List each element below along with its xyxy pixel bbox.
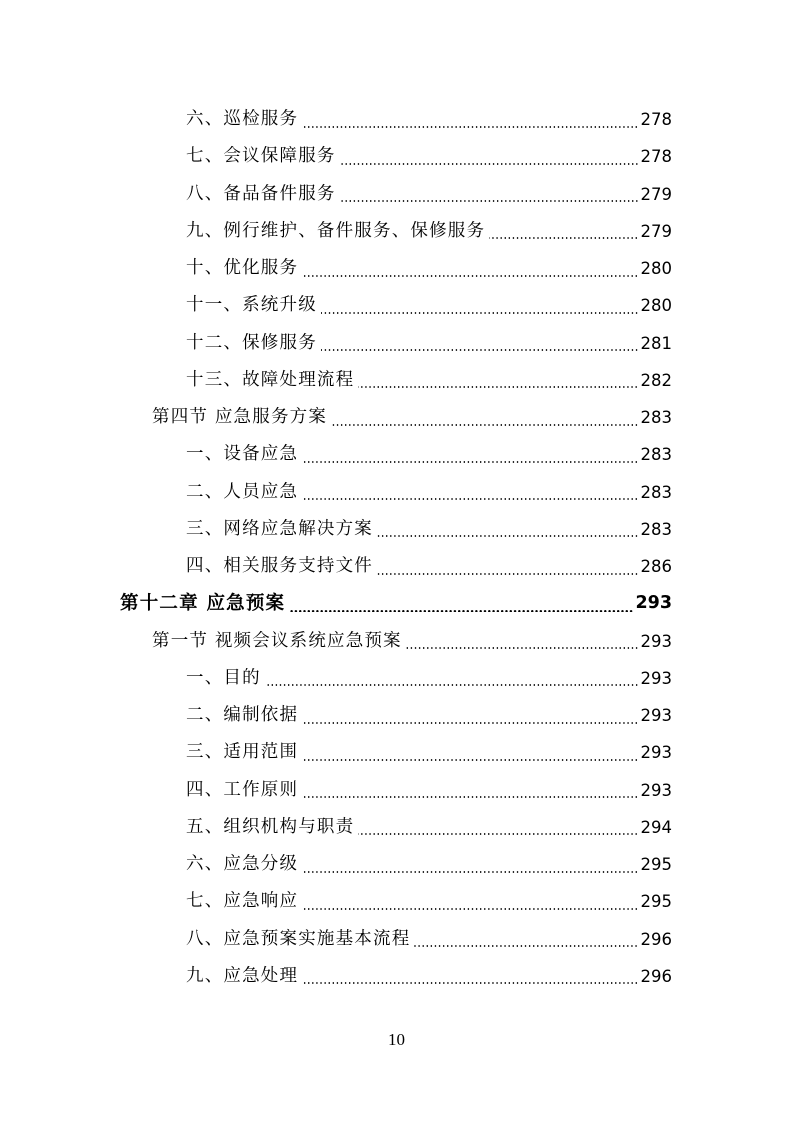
toc-entry[interactable]	[0, 474, 793, 511]
toc-section-title: 第四节 应急服务方案	[152, 407, 328, 427]
toc-entry[interactable]	[0, 883, 793, 920]
toc-entry[interactable]	[0, 213, 793, 250]
toc-entry-page: 283	[640, 482, 672, 502]
toc-entry-title: 七、应急响应	[186, 891, 299, 912]
toc-dot-leader	[321, 349, 639, 351]
toc-entry[interactable]	[0, 734, 793, 771]
toc-dot-leader	[265, 684, 639, 686]
toc-dot-leader	[302, 461, 638, 463]
toc-entry-page: 293	[640, 780, 672, 800]
toc-entry-page: 295	[640, 892, 672, 912]
toc-dot-leader	[414, 945, 638, 947]
toc-entry[interactable]	[0, 921, 793, 958]
toc-entry[interactable]	[0, 176, 793, 213]
toc-entry-title: 九、例行维护、备件服务、保修服务	[186, 220, 486, 241]
toc-chapter-title: 第十二章 应急预案	[120, 593, 286, 615]
toc-entry-page: 293	[640, 706, 672, 725]
toc-dot-leader	[377, 535, 639, 537]
toc-dot-leader	[358, 833, 638, 835]
toc-dot-leader	[302, 275, 638, 277]
toc-dot-leader	[302, 982, 638, 984]
toc-dot-leader	[302, 759, 638, 761]
toc-entry[interactable]	[0, 287, 793, 324]
toc-entry[interactable]	[0, 548, 793, 585]
toc-entry-title: 六、应急分级	[186, 854, 299, 874]
toc-entry-page: 282	[640, 370, 672, 390]
toc-dot-leader	[302, 722, 638, 724]
toc-chapter-page: 293	[635, 593, 672, 614]
toc-entry-page: 295	[640, 855, 672, 874]
toc-chapter[interactable]	[0, 585, 793, 622]
toc-section-page: 283	[640, 408, 672, 427]
toc-entry-page: 294	[640, 817, 672, 837]
toc-entry-title: 三、适用范围	[186, 742, 299, 763]
toc-entry[interactable]	[0, 436, 793, 473]
toc-entry[interactable]	[0, 325, 793, 362]
toc-dot-leader	[377, 573, 639, 575]
toc-entry[interactable]	[0, 138, 793, 175]
toc-entry-title: 八、备品备件服务	[186, 183, 336, 204]
toc-entry[interactable]	[0, 511, 793, 548]
toc-dot-leader	[340, 200, 639, 202]
toc-entry-title: 十三、故障处理流程	[186, 369, 355, 390]
toc-entry[interactable]	[0, 958, 793, 995]
toc-section-page: 293	[640, 631, 672, 651]
toc-entry[interactable]	[0, 809, 793, 846]
toc-section[interactable]	[0, 623, 793, 660]
toc-entry-page: 293	[640, 743, 672, 763]
toc-section-title: 第一节 视频会议系统应急预案	[152, 630, 402, 651]
toc-dot-leader	[321, 312, 639, 314]
toc-entry[interactable]	[0, 250, 793, 287]
toc-entry-page: 280	[640, 296, 672, 316]
toc-entry-page: 280	[640, 259, 672, 278]
toc-dot-leader	[302, 908, 638, 910]
page-number: 10	[388, 1030, 405, 1049]
table-of-contents	[0, 101, 793, 995]
toc-entry-title: 二、编制依据	[186, 705, 299, 725]
toc-entry[interactable]	[0, 697, 793, 734]
toc-entry-page: 279	[640, 184, 672, 204]
toc-dot-leader	[302, 871, 638, 873]
toc-entry[interactable]	[0, 772, 793, 809]
toc-entry-title: 八、应急预案实施基本流程	[186, 928, 411, 949]
toc-entry-page: 293	[640, 668, 672, 688]
toc-entry-title: 七、会议保障服务	[186, 146, 336, 167]
toc-entry-page: 296	[640, 966, 672, 986]
toc-entry-page: 278	[640, 147, 672, 167]
toc-dot-leader	[489, 237, 638, 239]
toc-section[interactable]	[0, 399, 793, 436]
toc-dot-leader	[302, 126, 638, 128]
toc-entry[interactable]	[0, 846, 793, 883]
toc-entry-page: 296	[640, 929, 672, 949]
toc-entry[interactable]	[0, 660, 793, 697]
toc-entry-page: 279	[640, 221, 672, 241]
toc-entry-title: 十二、保修服务	[186, 332, 317, 353]
toc-entry-page: 283	[640, 445, 672, 465]
toc-entry-title: 四、工作原则	[186, 779, 299, 800]
toc-entry[interactable]	[0, 362, 793, 399]
toc-dot-leader	[331, 424, 638, 426]
toc-entry-title: 十一、系统升级	[186, 295, 317, 316]
toc-dot-leader	[358, 386, 638, 388]
toc-entry-title: 一、目的	[186, 667, 261, 688]
toc-entry-title: 一、设备应急	[186, 444, 299, 465]
toc-entry-page: 283	[640, 519, 672, 539]
toc-entry-page: 286	[640, 557, 672, 576]
toc-dot-leader	[340, 163, 639, 165]
toc-dot-leader	[289, 610, 633, 613]
toc-entry-title: 五、组织机构与职责	[186, 816, 355, 837]
toc-dot-leader	[406, 647, 639, 649]
toc-entry-title: 十、优化服务	[186, 258, 299, 278]
toc-entry-title: 二、人员应急	[186, 481, 299, 502]
toc-entry-title: 四、相关服务支持文件	[186, 556, 373, 576]
toc-entry-page: 278	[640, 110, 672, 129]
toc-dot-leader	[302, 498, 638, 500]
toc-entry-title: 九、应急处理	[186, 965, 299, 986]
toc-entry-page: 281	[640, 333, 672, 353]
toc-entry-title: 三、网络应急解决方案	[186, 518, 373, 539]
toc-dot-leader	[302, 796, 638, 798]
toc-entry[interactable]	[0, 101, 793, 138]
toc-entry-title: 六、巡检服务	[186, 109, 299, 129]
